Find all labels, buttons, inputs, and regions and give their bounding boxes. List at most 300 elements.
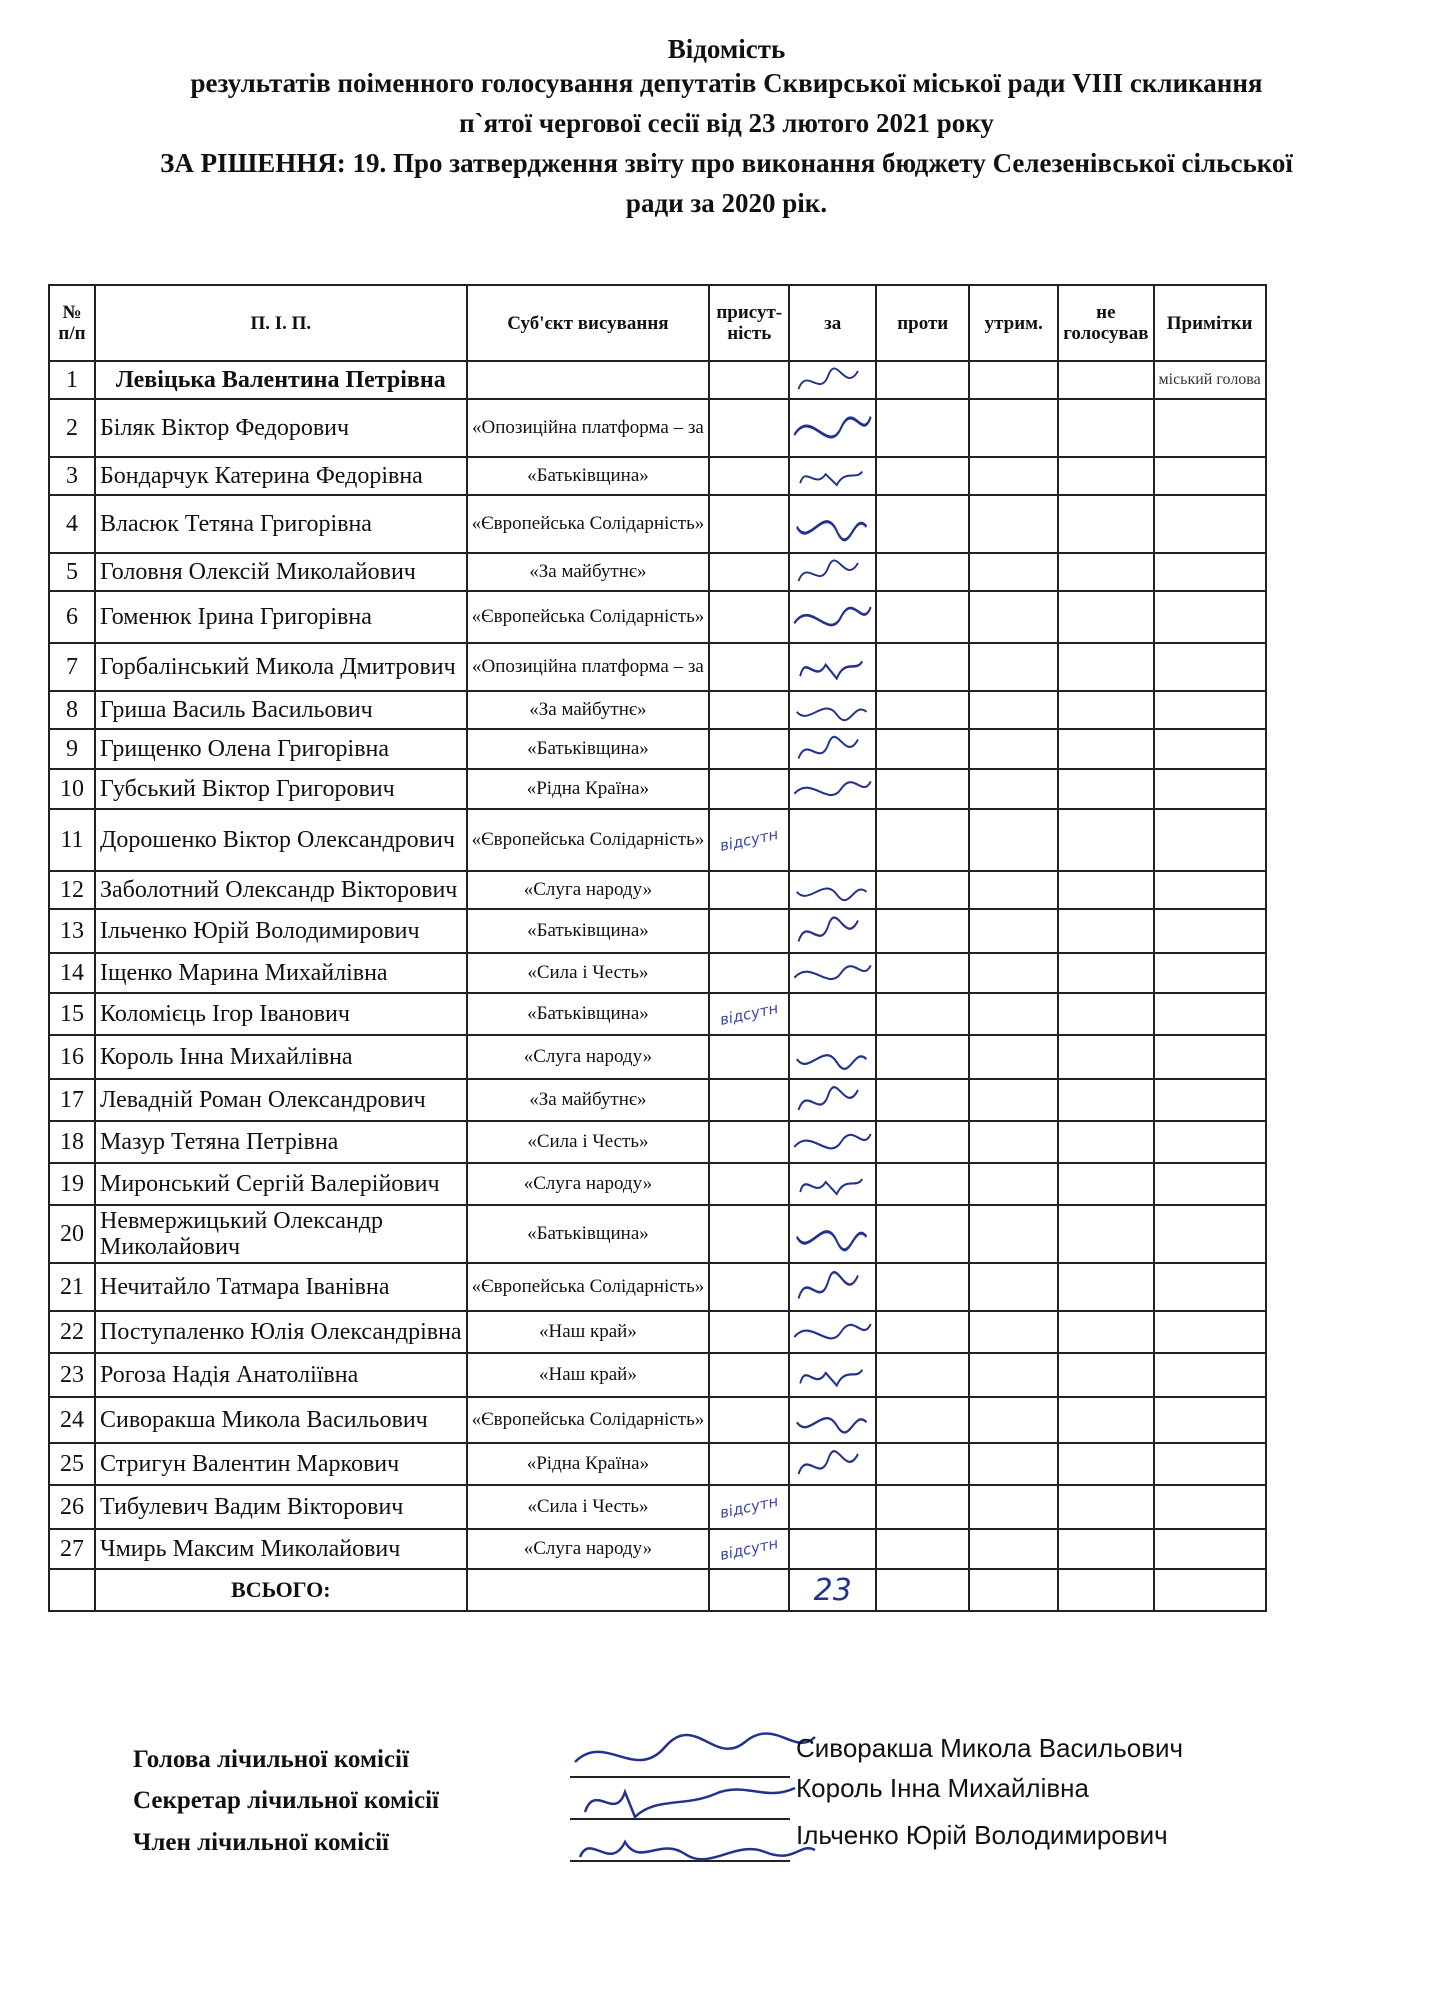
deputy-signature: [790, 730, 875, 768]
note-cell: [1154, 399, 1266, 457]
vote-against-cell: [876, 1263, 969, 1311]
nominating-party: «Наш край»: [467, 1311, 710, 1353]
total-present-cell: [709, 1569, 789, 1611]
row-number: 21: [49, 1263, 95, 1311]
deputy-name: Заболотний Олександр Вікторович: [95, 871, 467, 909]
deputy-name: Біляк Віктор Федорович: [95, 399, 467, 457]
absence-note: відсутн: [718, 825, 780, 855]
row-number: 12: [49, 871, 95, 909]
not-voted-cell: [1058, 643, 1153, 691]
deputy-name: Гоменюк Ірина Григорівна: [95, 591, 467, 643]
table-row: [49, 871, 1266, 909]
deputy-signature: [790, 1398, 875, 1442]
vote-abstain-cell: [969, 769, 1058, 809]
nominating-party: «Батьківщина»: [467, 909, 710, 953]
not-voted-cell: [1058, 1205, 1153, 1263]
vote-for-cell: [789, 691, 876, 729]
vote-for-cell: [789, 769, 876, 809]
voting-table: [48, 284, 1267, 1612]
total-party-cell: [467, 1569, 710, 1611]
deputy-signature: [790, 644, 875, 690]
vote-against-cell: [876, 361, 969, 399]
not-voted-cell: [1058, 457, 1153, 495]
deputy-name: Дорошенко Віктор Олександрович: [95, 809, 467, 871]
not-voted-cell: [1058, 1397, 1153, 1443]
presence-cell: [709, 1311, 789, 1353]
not-voted-cell: [1058, 1079, 1153, 1121]
nominating-party: «Наш край»: [467, 1353, 710, 1397]
presence-cell: [709, 1485, 789, 1529]
row-number: 18: [49, 1121, 95, 1163]
deputy-signature: [790, 1036, 875, 1078]
row-number: 15: [49, 993, 95, 1035]
note-cell: [1154, 1397, 1266, 1443]
deputy-name: Горбалінський Микола Дмитрович: [95, 643, 467, 691]
deputy-signature: [790, 770, 875, 808]
vote-for-cell: [789, 1163, 876, 1205]
vote-abstain-cell: [969, 809, 1058, 871]
presence-cell: [709, 1263, 789, 1311]
nominating-party: «Слуга народу»: [467, 1035, 710, 1079]
table-row: [49, 495, 1266, 553]
presence-cell: [709, 361, 789, 399]
total-abstain-cell: [969, 1569, 1058, 1611]
table-row: [49, 1035, 1266, 1079]
col-abstain-header: утрим.: [969, 285, 1058, 361]
note-cell: [1154, 993, 1266, 1035]
presence-cell: [709, 1035, 789, 1079]
note-cell: [1154, 953, 1266, 993]
vote-against-cell: [876, 769, 969, 809]
vote-against-cell: [876, 953, 969, 993]
presence-cell: [709, 729, 789, 769]
nominating-party: «Батьківщина»: [467, 729, 710, 769]
row-number: 23: [49, 1353, 95, 1397]
vote-abstain-cell: [969, 457, 1058, 495]
vote-abstain-cell: [969, 993, 1058, 1035]
table-row: [49, 643, 1266, 691]
row-number: 26: [49, 1485, 95, 1529]
vote-for-cell: [789, 871, 876, 909]
deputy-name: Головня Олексій Миколайович: [95, 553, 467, 591]
presence-cell: [709, 953, 789, 993]
vote-abstain-cell: [969, 1263, 1058, 1311]
note-cell: [1154, 1205, 1266, 1263]
table-row: [49, 457, 1266, 495]
vote-against-cell: [876, 691, 969, 729]
vote-abstain-cell: [969, 1311, 1058, 1353]
row-number: 17: [49, 1079, 95, 1121]
deputy-name: Сиворакша Микола Васильович: [95, 1397, 467, 1443]
table-row: [49, 1311, 1266, 1353]
presence-cell: [709, 809, 789, 871]
presence-cell: [709, 1529, 789, 1569]
row-number: 19: [49, 1163, 95, 1205]
deputy-signature: [790, 554, 875, 590]
vote-for-cell: [789, 993, 876, 1035]
not-voted-cell: [1058, 1353, 1153, 1397]
total-not-voted-cell: [1058, 1569, 1153, 1611]
commission-member-name: Ільченко Юрій Володимирович: [796, 1820, 1168, 1850]
row-number: 1: [49, 361, 95, 399]
vote-abstain-cell: [969, 591, 1058, 643]
commission-secretary-label: Секретар лічильної комісії: [133, 1787, 439, 1814]
vote-for-cell: [789, 643, 876, 691]
deputy-name: Іщенко Марина Михайлівна: [95, 953, 467, 993]
presence-cell: [709, 1079, 789, 1121]
deputy-signature: [790, 1312, 875, 1352]
vote-abstain-cell: [969, 495, 1058, 553]
note-cell: [1154, 691, 1266, 729]
table-row: [49, 1353, 1266, 1397]
table-row: [49, 909, 1266, 953]
row-number: 16: [49, 1035, 95, 1079]
note-cell: [1154, 1311, 1266, 1353]
vote-against-cell: [876, 457, 969, 495]
table-row: [49, 1163, 1266, 1205]
deputy-signature: [790, 362, 875, 398]
not-voted-cell: [1058, 909, 1153, 953]
vote-against-cell: [876, 1397, 969, 1443]
note-cell: [1154, 495, 1266, 553]
note-cell: [1154, 1485, 1266, 1529]
vote-against-cell: [876, 1121, 969, 1163]
deputy-signature: [790, 692, 875, 728]
vote-against-cell: [876, 1529, 969, 1569]
row-number: 14: [49, 953, 95, 993]
row-number: 13: [49, 909, 95, 953]
table-body: [49, 361, 1266, 1569]
deputy-signature: [790, 1206, 875, 1262]
vote-for-cell: [789, 1397, 876, 1443]
deputy-signature: [790, 1080, 875, 1120]
vote-for-cell: [789, 553, 876, 591]
table-row: [49, 1485, 1266, 1529]
presence-cell: [709, 1163, 789, 1205]
note-cell: [1154, 591, 1266, 643]
col-name-header: П. І. П.: [95, 285, 467, 361]
not-voted-cell: [1058, 591, 1153, 643]
vote-against-cell: [876, 871, 969, 909]
nominating-party: «Слуга народу»: [467, 1163, 710, 1205]
not-voted-cell: [1058, 495, 1153, 553]
deputy-signature: [790, 954, 875, 992]
absence-note: відсутн: [718, 1492, 780, 1522]
vote-for-cell: [789, 361, 876, 399]
nominating-party: «Сила і Честь»: [467, 1485, 710, 1529]
vote-abstain-cell: [969, 399, 1058, 457]
vote-against-cell: [876, 1035, 969, 1079]
deputy-signature: [790, 1264, 875, 1310]
deputy-name: Миронський Сергій Валерійович: [95, 1163, 467, 1205]
not-voted-cell: [1058, 399, 1153, 457]
table-row: [49, 729, 1266, 769]
deputy-signature: [790, 592, 875, 642]
deputy-signature: [790, 1444, 875, 1484]
vote-against-cell: [876, 1311, 969, 1353]
total-against-cell: [876, 1569, 969, 1611]
deputy-name: Грищенко Олена Григорівна: [95, 729, 467, 769]
vote-abstain-cell: [969, 871, 1058, 909]
deputy-signature: [790, 1122, 875, 1162]
vote-against-cell: [876, 1205, 969, 1263]
nominating-party: «За майбутнє»: [467, 691, 710, 729]
row-number: 3: [49, 457, 95, 495]
presence-cell: [709, 1353, 789, 1397]
vote-against-cell: [876, 591, 969, 643]
vote-abstain-cell: [969, 1529, 1058, 1569]
vote-against-cell: [876, 643, 969, 691]
head-signature: [575, 1733, 815, 1762]
deputy-signature: [790, 872, 875, 908]
vote-for-cell: [789, 591, 876, 643]
decision-line-cont: ради за 2020 рік.: [625, 188, 828, 218]
vote-for-cell: [789, 1079, 876, 1121]
vote-against-cell: [876, 729, 969, 769]
deputy-name: Король Інна Михайлівна: [95, 1035, 467, 1079]
nominating-party: «Сила і Честь»: [467, 953, 710, 993]
presence-cell: [709, 993, 789, 1035]
total-num-cell: [49, 1569, 95, 1611]
presence-cell: [709, 495, 789, 553]
absence-note: відсутн: [718, 1534, 780, 1564]
not-voted-cell: [1058, 1311, 1153, 1353]
table-row: [49, 691, 1266, 729]
vote-abstain-cell: [969, 1443, 1058, 1485]
row-number: 27: [49, 1529, 95, 1569]
nominating-party: «Опозиційна платформа – за: [467, 643, 710, 691]
nominating-party: «Європейська Солідарність»: [467, 1263, 710, 1311]
total-for-cell: [789, 1569, 876, 1611]
deputy-name: Ільченко Юрій Володимирович: [95, 909, 467, 953]
col-present-header: присут-ність: [709, 285, 789, 361]
vote-abstain-cell: [969, 361, 1058, 399]
note-cell: [1154, 729, 1266, 769]
vote-for-cell: [789, 1121, 876, 1163]
not-voted-cell: [1058, 1263, 1153, 1311]
deputy-name: Гриша Василь Васильович: [95, 691, 467, 729]
nominating-party: «Європейська Солідарність»: [467, 1397, 710, 1443]
vote-abstain-cell: [969, 643, 1058, 691]
deputy-signature: [790, 400, 875, 456]
note-cell: [1154, 1163, 1266, 1205]
row-number: 10: [49, 769, 95, 809]
not-voted-cell: [1058, 809, 1153, 871]
vote-for-cell: [789, 1311, 876, 1353]
vote-against-cell: [876, 495, 969, 553]
deputy-signature: [790, 458, 875, 494]
table-row: [49, 1443, 1266, 1485]
row-number: 8: [49, 691, 95, 729]
presence-cell: [709, 1205, 789, 1263]
note-cell: [1154, 871, 1266, 909]
vote-for-cell: [789, 1485, 876, 1529]
vote-abstain-cell: [969, 1205, 1058, 1263]
vote-abstain-cell: [969, 953, 1058, 993]
col-num-header: № п/п: [49, 285, 95, 361]
vote-abstain-cell: [969, 1121, 1058, 1163]
note-cell: [1154, 1529, 1266, 1569]
nominating-party: «Європейська Солідарність»: [467, 495, 710, 553]
row-number: 6: [49, 591, 95, 643]
deputy-name: Коломієць Ігор Іванович: [95, 993, 467, 1035]
table-row: [49, 1397, 1266, 1443]
col-not-voted-header: не голосував: [1058, 285, 1153, 361]
table-row: [49, 769, 1266, 809]
not-voted-cell: [1058, 691, 1153, 729]
presence-cell: [709, 399, 789, 457]
vote-against-cell: [876, 1443, 969, 1485]
row-number: 7: [49, 643, 95, 691]
note-cell: [1154, 457, 1266, 495]
deputy-name: Губський Віктор Григорович: [95, 769, 467, 809]
not-voted-cell: [1058, 729, 1153, 769]
not-voted-cell: [1058, 1443, 1153, 1485]
deputy-name: Левадній Роман Олександрович: [95, 1079, 467, 1121]
deputy-name: Поступаленко Юлія Олександрівна: [95, 1311, 467, 1353]
vote-abstain-cell: [969, 553, 1058, 591]
note-cell: [1154, 909, 1266, 953]
vote-abstain-cell: [969, 729, 1058, 769]
deputy-name: Рогоза Надія Анатоліївна: [95, 1353, 467, 1397]
row-number: 20: [49, 1205, 95, 1263]
nominating-party: «За майбутнє»: [467, 553, 710, 591]
table-row: [49, 553, 1266, 591]
vote-abstain-cell: [969, 1397, 1058, 1443]
nominating-party: «Слуга народу»: [467, 871, 710, 909]
table-row: [49, 1121, 1266, 1163]
vote-against-cell: [876, 1163, 969, 1205]
commission-signatures: [565, 1722, 825, 1882]
deputy-name: Тибулевич Вадим Вікторович: [95, 1485, 467, 1529]
vote-against-cell: [876, 1353, 969, 1397]
deputy-name: Нечитайло Татмара Іванівна: [95, 1263, 467, 1311]
table-row: [49, 591, 1266, 643]
note-cell: міський голова: [1154, 361, 1266, 399]
table-row: [49, 993, 1266, 1035]
absence-note: відсутн: [718, 999, 780, 1029]
commission-member-label: Член лічильної комісії: [133, 1829, 390, 1856]
note-cell: [1154, 643, 1266, 691]
deputy-name: Левіцька Валентина Петрівна: [95, 361, 467, 399]
row-number: 2: [49, 399, 95, 457]
commission-secretary-name: Король Інна Михайлівна: [796, 1773, 1089, 1803]
row-number: 22: [49, 1311, 95, 1353]
not-voted-cell: [1058, 1485, 1153, 1529]
deputy-signature: [790, 1354, 875, 1396]
not-voted-cell: [1058, 361, 1153, 399]
presence-cell: [709, 909, 789, 953]
table-row: [49, 1263, 1266, 1311]
deputy-signature: [790, 1164, 875, 1204]
secretary-signature: [585, 1788, 795, 1817]
vote-against-cell: [876, 1485, 969, 1529]
col-party-header: Суб'єкт висування: [467, 285, 710, 361]
presence-cell: [709, 457, 789, 495]
row-number: 11: [49, 809, 95, 871]
session-line: п`ятої чергової сесії від 23 лютого 2021 року: [459, 108, 994, 138]
document-title: Відомість: [667, 34, 786, 64]
row-number: 9: [49, 729, 95, 769]
total-row: [49, 1569, 1266, 1611]
col-for-header: за: [789, 285, 876, 361]
col-against-header: проти: [876, 285, 969, 361]
deputy-name: Мазур Тетяна Петрівна: [95, 1121, 467, 1163]
deputy-name: Власюк Тетяна Григорівна: [95, 495, 467, 553]
row-number: 24: [49, 1397, 95, 1443]
total-for-count: 23: [813, 1572, 852, 1608]
not-voted-cell: [1058, 1121, 1153, 1163]
note-cell: [1154, 1353, 1266, 1397]
vote-for-cell: [789, 729, 876, 769]
vote-against-cell: [876, 809, 969, 871]
vote-for-cell: [789, 953, 876, 993]
not-voted-cell: [1058, 1163, 1153, 1205]
vote-for-cell: [789, 457, 876, 495]
deputy-name: Чмирь Максим Миколайович: [95, 1529, 467, 1569]
row-number: 5: [49, 553, 95, 591]
presence-cell: [709, 591, 789, 643]
note-cell: [1154, 1443, 1266, 1485]
not-voted-cell: [1058, 1035, 1153, 1079]
vote-for-cell: [789, 809, 876, 871]
nominating-party: «Батьківщина»: [467, 1205, 710, 1263]
row-number: 4: [49, 495, 95, 553]
vote-abstain-cell: [969, 1353, 1058, 1397]
decision-line: ЗА РІШЕННЯ: 19. Про затвердження звіту про виконання бюджету Селезенівської сільської: [160, 148, 1293, 178]
nominating-party: «За майбутнє»: [467, 1079, 710, 1121]
note-cell: [1154, 1121, 1266, 1163]
vote-abstain-cell: [969, 1163, 1058, 1205]
deputy-name: Стригун Валентин Маркович: [95, 1443, 467, 1485]
vote-abstain-cell: [969, 1035, 1058, 1079]
nominating-party: «Батьківщина»: [467, 993, 710, 1035]
vote-for-cell: [789, 399, 876, 457]
nominating-party: «Рідна Країна»: [467, 1443, 710, 1485]
deputy-signature: [790, 496, 875, 552]
note-cell: [1154, 553, 1266, 591]
member-signature: [580, 1842, 815, 1859]
table-row: [49, 399, 1266, 457]
vote-for-cell: [789, 1353, 876, 1397]
not-voted-cell: [1058, 953, 1153, 993]
not-voted-cell: [1058, 553, 1153, 591]
vote-for-cell: [789, 1035, 876, 1079]
commission-head-label: Голова лічильної комісії: [133, 1746, 409, 1773]
deputy-name: Невмержицький Олександр Миколайович: [95, 1205, 467, 1263]
nominating-party: «Рідна Країна»: [467, 769, 710, 809]
not-voted-cell: [1058, 769, 1153, 809]
vote-against-cell: [876, 909, 969, 953]
commission-head-name: Сиворакша Микола Васильович: [796, 1733, 1184, 1763]
document-subtitle: результатів поіменного голосування депутатів Сквирської міської ради VIII скликання: [190, 68, 1263, 98]
note-cell: [1154, 809, 1266, 871]
vote-against-cell: [876, 553, 969, 591]
vote-against-cell: [876, 399, 969, 457]
total-note-cell: [1154, 1569, 1266, 1611]
table-row: [49, 1079, 1266, 1121]
presence-cell: [709, 769, 789, 809]
vote-abstain-cell: [969, 909, 1058, 953]
not-voted-cell: [1058, 871, 1153, 909]
vote-against-cell: [876, 1079, 969, 1121]
presence-cell: [709, 1397, 789, 1443]
presence-cell: [709, 691, 789, 729]
nominating-party: «Європейська Солідарність»: [467, 591, 710, 643]
table-header-row: [49, 285, 1266, 361]
nominating-party: «Опозиційна платформа – за: [467, 399, 710, 457]
nominating-party: «Сила і Честь»: [467, 1121, 710, 1163]
